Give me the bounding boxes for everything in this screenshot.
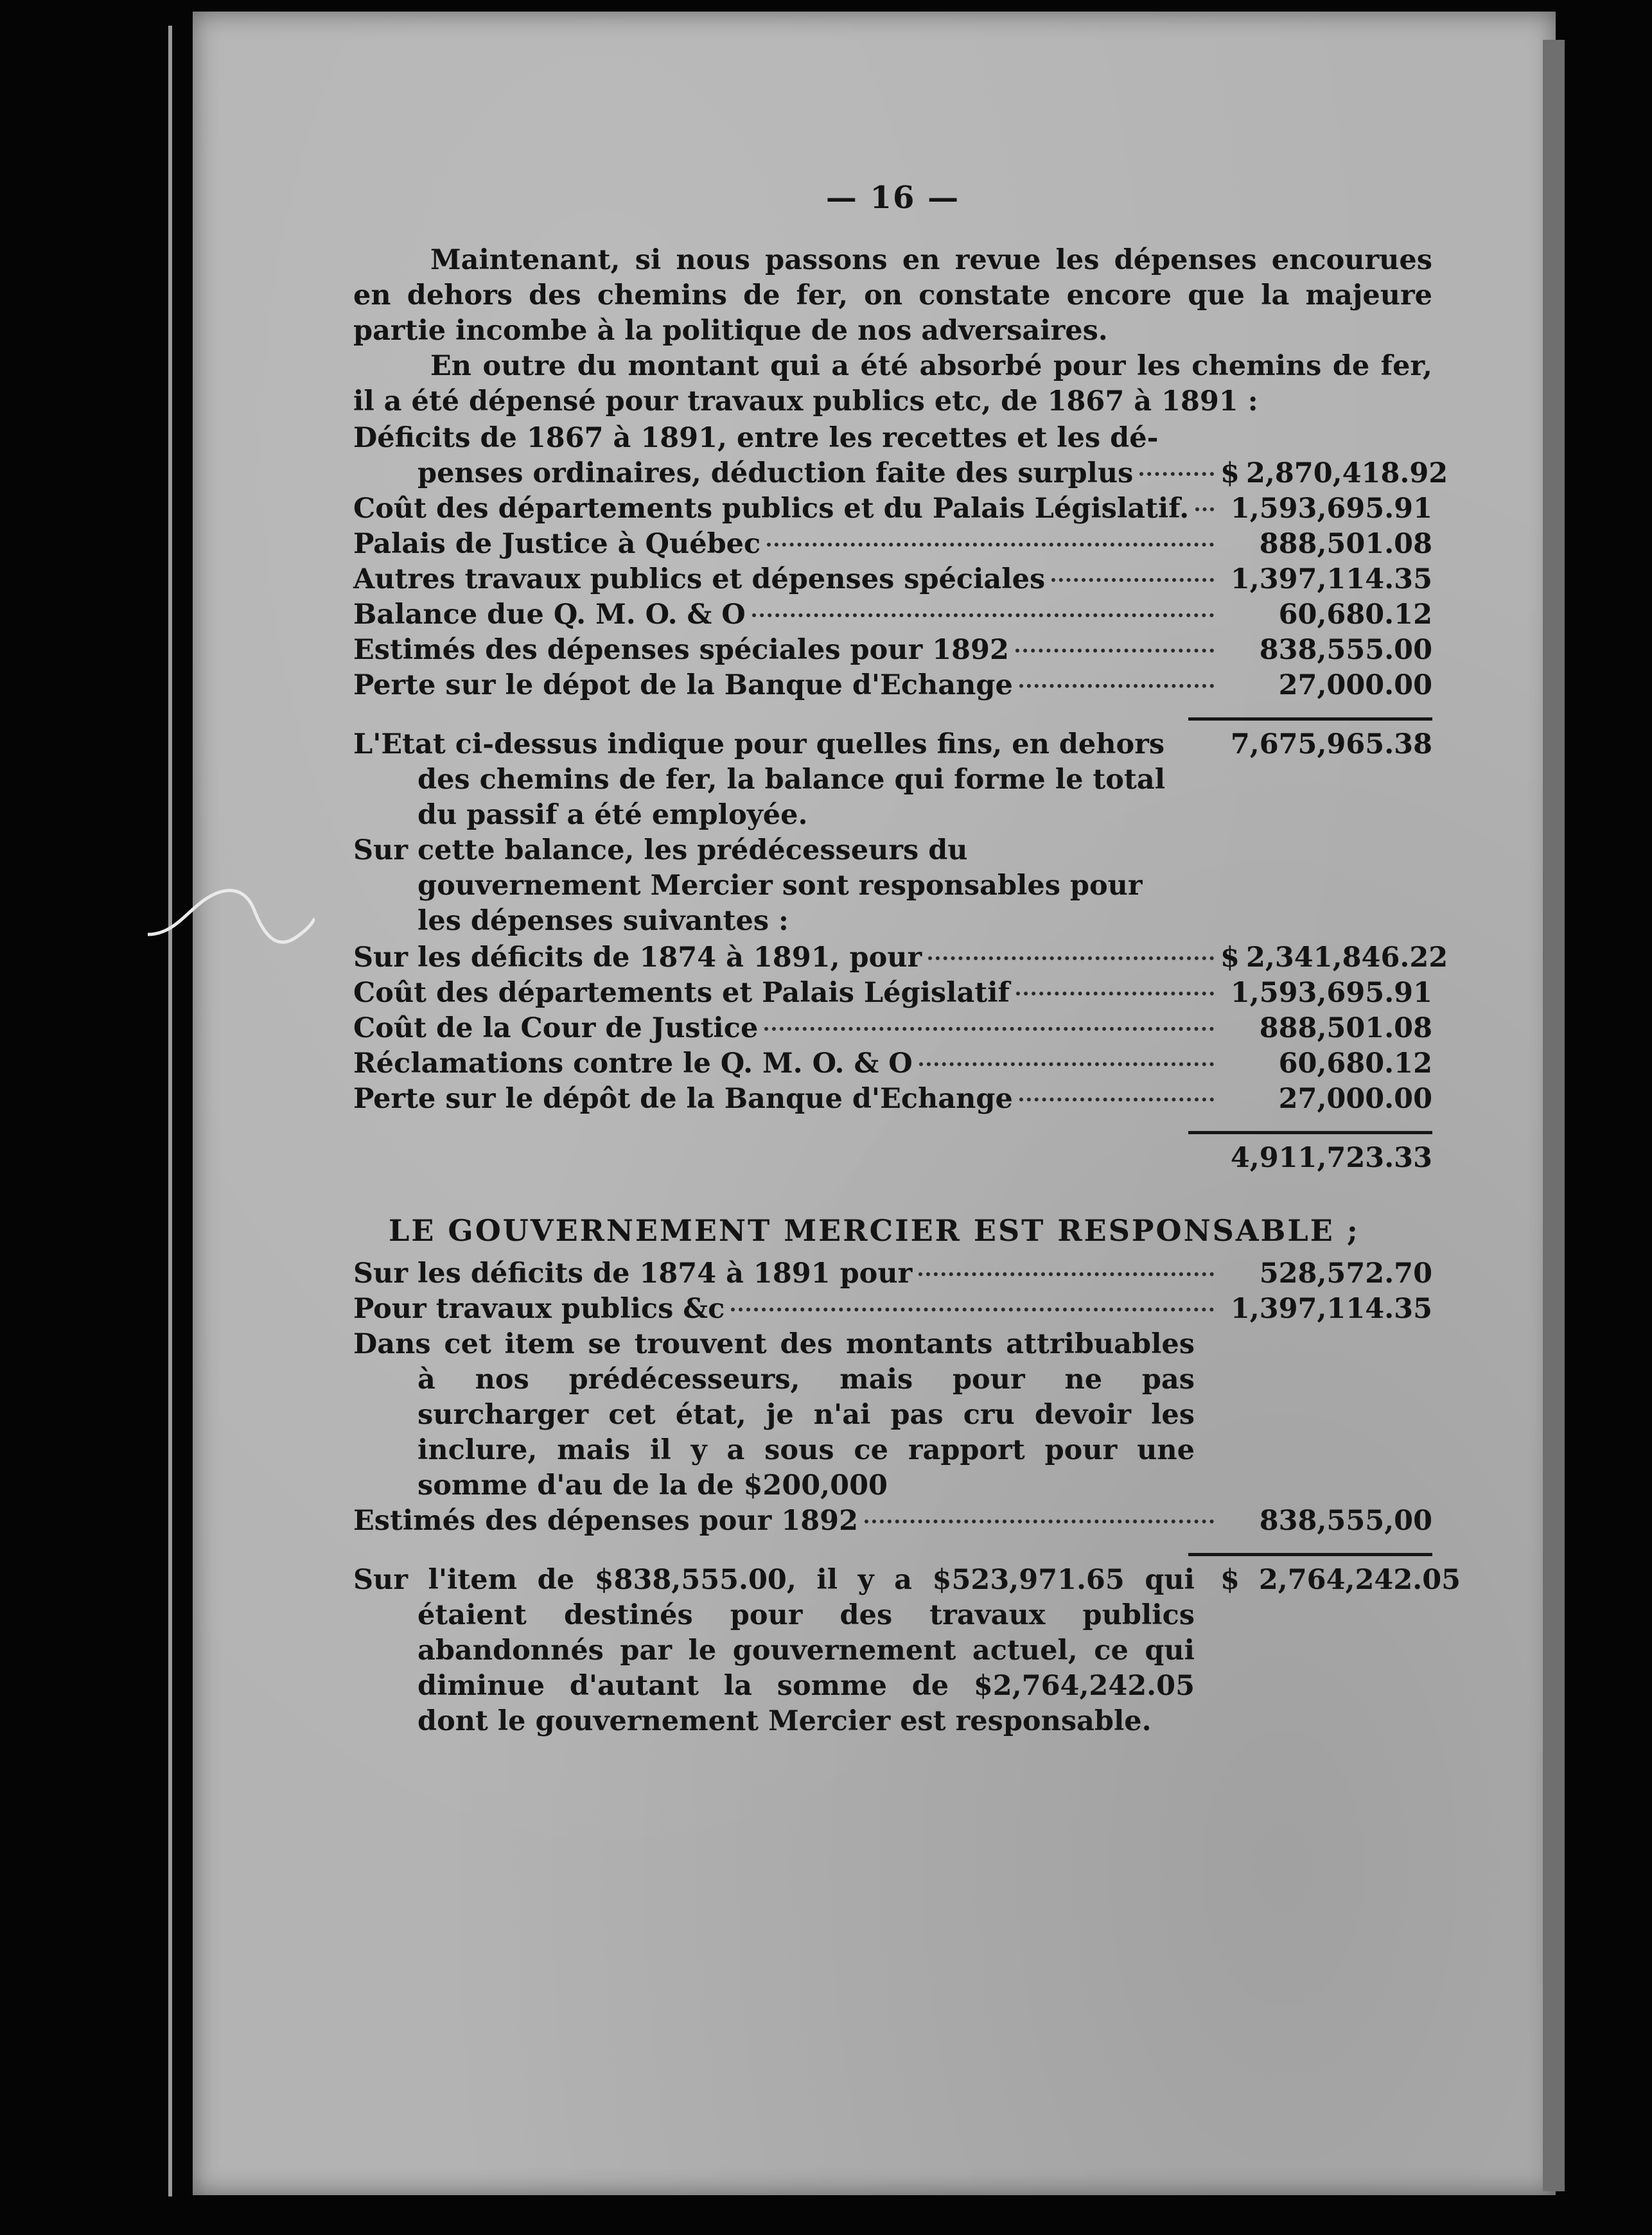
item-label: Autres travaux publics et dépenses spéciales — [353, 563, 1046, 595]
list-item — [353, 633, 1432, 668]
amount — [1220, 940, 1448, 976]
item-label: Palais de Justice à Québec — [353, 528, 761, 560]
leader-dots — [928, 956, 1214, 960]
leader-dots — [1195, 507, 1214, 511]
item-amount: 838,555,00 — [1259, 1505, 1432, 1537]
leader-dots — [1015, 649, 1214, 653]
middle-text — [353, 727, 1220, 939]
currency-sign: $ — [1220, 457, 1240, 489]
list-item — [353, 527, 1432, 562]
deficit-line-1: Déficits de 1867 à 1891, entre les recettes et les dé- — [353, 422, 1159, 454]
list-item — [353, 562, 1432, 597]
item-amount: 838,555.00 — [1259, 634, 1432, 666]
item-label: Coût de la Cour de Justice — [353, 1012, 759, 1044]
leader-dots — [752, 613, 1214, 617]
list-item — [353, 1256, 1432, 1292]
expenditure-list-1 — [353, 421, 1448, 721]
item-label: Perte sur le dépôt de la Banque d'Echange — [353, 1083, 1013, 1115]
list-item — [353, 597, 1432, 633]
note-block — [353, 1327, 1432, 1503]
list-item — [353, 668, 1432, 703]
list2-total-row — [353, 1141, 1432, 1176]
list-item — [353, 1292, 1432, 1327]
total-rule — [1188, 717, 1432, 721]
currency-sign: $ — [1220, 942, 1240, 974]
item-amount: 27,000.00 — [1278, 1083, 1432, 1115]
item-label: Coût des départements publics et du Palais Législatif. — [353, 493, 1190, 525]
list-item — [353, 976, 1432, 1011]
total-rule — [1188, 1553, 1432, 1556]
item-amount: 888,501.08 — [1259, 528, 1432, 560]
deficit-amount: 2,870,418.92 — [1246, 457, 1448, 489]
item-label: Pour travaux publics &c — [353, 1293, 725, 1325]
leader-dots — [1016, 992, 1214, 995]
page-number: — 16 — — [825, 180, 960, 216]
deficit-line-2: penses ordinaires, déduction faite des surplus — [417, 457, 1134, 489]
item-amount: 888,501.08 — [1259, 1012, 1432, 1044]
item-label: Perte sur le dépot de la Banque d'Echange — [353, 669, 1013, 701]
list3-total — [1220, 1563, 1461, 1598]
list-item — [353, 1011, 1432, 1046]
item-label: Sur les déficits de 1874 à 1891, pour — [353, 942, 922, 974]
section-heading: LE GOUVERNEMENT MERCIER EST RESPONSABLE ; — [389, 1213, 1360, 1248]
item-amount: 528,572.70 — [1259, 1258, 1432, 1290]
middle-paragraph-1: L'Etat ci-dessus indique pour quelles fins, en dehors des chemins de fer, la balance qui forme le total du passif a été employée. — [353, 728, 1166, 831]
leader-dots — [1051, 578, 1214, 582]
list-item — [353, 491, 1432, 527]
item-amount: 60,680.12 — [1278, 599, 1432, 631]
leader-dots — [865, 1520, 1214, 1523]
item-label: Estimés des dépenses spéciales pour 1892 — [353, 634, 1009, 666]
list-item — [353, 940, 1448, 976]
item-label: Balance due Q. M. O. & O — [353, 599, 746, 631]
item-label: Coût des départements et Palais Législatif — [353, 977, 1010, 1009]
item-amount: 1,397,114.35 — [1230, 563, 1432, 595]
closing-paragraph: Sur l'item de $838,555.00, il y a $523,971.65 qui étaient destinés pour des travaux publics abandonnés par le gouvernement actuel, ce qui diminue d'autant la somme de $2,764,242.05 dont le gouvernement Mercier est responsable. — [353, 1564, 1195, 1737]
item-label: Estimés des dépenses pour 1892 — [353, 1505, 858, 1537]
closing-section — [353, 1563, 1461, 1739]
currency-sign: $ — [1220, 1564, 1240, 1596]
expenditure-list-2 — [353, 940, 1448, 1176]
page-edge — [1543, 40, 1565, 2191]
list3-total-amount: 2,764,242.05 — [1258, 1564, 1461, 1596]
middle-section — [353, 727, 1432, 939]
note-paragraph: Dans cet item se trouvent des montants attribuables à nos prédécesseurs, mais pour ne pas surcharger cet état, je n'ai pas cru devoir les inclure, mais il y a sous ce rapport pour une somme d'au de la de $200,000 — [353, 1328, 1195, 1502]
item-amount: 1,593,695.91 — [1230, 493, 1432, 525]
item-label: Sur les déficits de 1874 à 1891 pour — [353, 1258, 913, 1290]
leader-dots — [919, 1062, 1214, 1066]
list1-total: 7,675,965.38 — [1230, 728, 1432, 760]
list-item — [353, 1046, 1432, 1082]
list2-total: 4,911,723.33 — [1230, 1142, 1432, 1174]
page-content — [353, 180, 1461, 1739]
item-amount: 1,593,695.91 — [1230, 977, 1432, 1009]
leader-dots — [1139, 472, 1214, 476]
item-label: Réclamations contre le Q. M. O. & O — [353, 1047, 913, 1080]
middle-paragraph-2: Sur cette balance, les prédécesseurs du gouvernement Mercier sont responsables pour les dépenses suivantes : — [353, 834, 1143, 937]
amount — [1220, 456, 1448, 491]
item-amount: 2,341,846.22 — [1246, 942, 1448, 974]
total-rule — [1188, 1131, 1432, 1134]
item-amount: 27,000.00 — [1278, 669, 1432, 701]
intro-paragraph-1: Maintenant, si nous passons en revue les dépenses encourues en dehors des chemins de fer, on constate encore que la majeure partie incombe à la politique de nos adversaires. — [353, 244, 1432, 347]
expenditure-list-3 — [353, 1256, 1432, 1556]
intro-paragraph-2: En outre du montant qui a été absorbé pour les chemins de fer, il a été dépensé pour travaux publics etc, de 1867 à 1891 : — [353, 350, 1432, 417]
binding-line — [168, 26, 172, 2196]
leader-dots — [767, 543, 1214, 547]
leader-dots — [764, 1027, 1214, 1031]
list-item — [353, 1503, 1432, 1539]
item-amount: 1,397,114.35 — [1230, 1293, 1432, 1325]
list-item — [353, 456, 1448, 491]
leader-dots — [1019, 1098, 1214, 1101]
leader-dots — [918, 1272, 1214, 1276]
list-item — [353, 1082, 1432, 1117]
leader-dots — [731, 1308, 1214, 1311]
leader-dots — [1019, 684, 1214, 688]
item-amount: 60,680.12 — [1278, 1047, 1432, 1080]
handwritten-squiggle-mark — [148, 873, 315, 957]
closing-text — [353, 1563, 1220, 1739]
